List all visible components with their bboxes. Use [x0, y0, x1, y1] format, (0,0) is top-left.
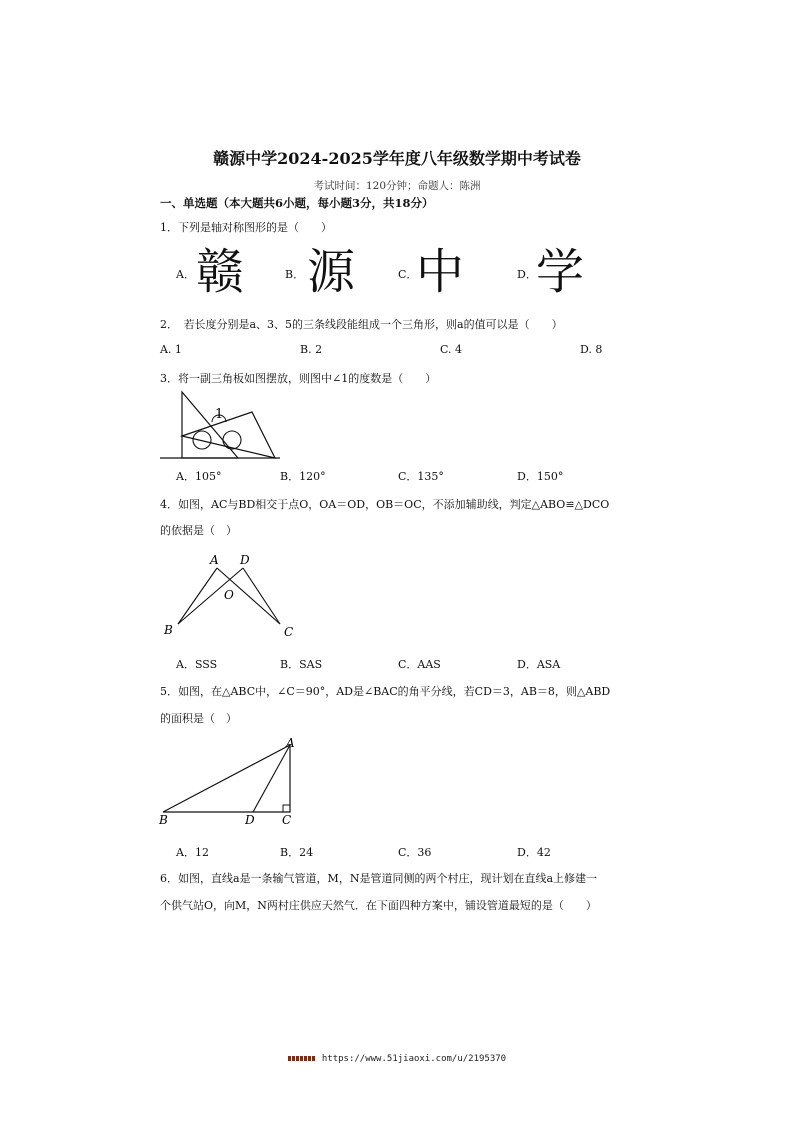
- page-footer: [0, 1054, 794, 1064]
- q5-option-c: C．36: [398, 846, 432, 859]
- q1-option-b-label: B．: [285, 268, 305, 281]
- page-title: 赣源中学2024-2025学年度八年级数学期中考试卷: [213, 149, 581, 168]
- q4-option-d: D．ASA: [517, 658, 561, 671]
- q4-label-a: A: [210, 553, 219, 567]
- q5-figure: [155, 735, 305, 827]
- exam-info: 考试时间：120分钟；命题人：陈洲: [313, 180, 481, 192]
- q1-option-a-label: A．: [176, 268, 195, 281]
- q5-label-b: B: [159, 813, 168, 827]
- q2-option-a: A. 1: [160, 343, 182, 356]
- q5-text-line1: 5．如图，在△ABC中，∠C＝90°，AD是∠BAC的角平分线，若CD＝3，AB＝8，则△ABD: [160, 685, 611, 698]
- q3-option-c: C．135°: [398, 470, 444, 483]
- q3-triangle-figure: [155, 386, 285, 462]
- q1-option-b-char: 源: [307, 244, 356, 300]
- q3-set-square-left: [182, 392, 238, 458]
- site-logo-icon: [288, 1056, 316, 1061]
- q4-text-line2: 的依据是（ ）: [160, 524, 237, 537]
- q4-option-b: B．SAS: [280, 658, 323, 671]
- section-heading: 一、单选题（本大题共6小题，每小题3分，共18分）: [160, 196, 434, 210]
- q1-option-c-char: 中: [416, 244, 465, 300]
- q2-text: 2． 若长度分别是a、3、5的三条线段能组成一个三角形，则a的值可以是（ ）: [160, 318, 563, 331]
- q4-text-line1: 4．如图，AC与BD相交于点O，OA＝OD，OB＝OC，不添加辅助线，判定△ABO≌△DCO: [160, 498, 610, 511]
- q5-option-d: D．42: [517, 846, 551, 859]
- q3-circle-left: [193, 431, 211, 449]
- q3-text: 3．将一副三角板如图摆放，则图中∠1的度数是（ ）: [160, 372, 437, 385]
- footer-url[interactable]: https://www.51jiaoxi.com/u/2195370: [321, 1054, 507, 1064]
- q6-text-line1: 6．如图，直线a是一条输气管道，M，N是管道同侧的两个村庄，现计划在直线a上修建一: [160, 872, 598, 885]
- q5-option-a: A．12: [176, 846, 209, 859]
- q1-option-c-label: C．: [398, 268, 418, 281]
- q5-option-b: B．24: [280, 846, 314, 859]
- q5-text-line2: 的面积是（ ）: [160, 712, 237, 725]
- q1-option-d-char: 学: [536, 244, 585, 300]
- q4-label-o: O: [224, 588, 234, 602]
- q3-option-a: A．105°: [176, 470, 222, 483]
- q4-label-b: B: [164, 623, 173, 637]
- q3-circle-right: [223, 431, 241, 449]
- q2-option-b: B. 2: [300, 343, 323, 356]
- q3-option-d: D．150°: [517, 470, 564, 483]
- q1-option-d-label: D．: [517, 268, 537, 281]
- q1-text: 1．下列是轴对称图形的是（ ）: [160, 221, 332, 234]
- q5-right-angle-mark: [283, 805, 290, 812]
- q3-option-b: B．120°: [280, 470, 326, 483]
- q5-label-c: C: [282, 813, 292, 827]
- q5-label-a: A: [286, 736, 295, 750]
- q3-set-square-right: [182, 412, 275, 458]
- q4-label-d: D: [240, 553, 250, 567]
- q6-text-line2: 个供气站O，向M，N两村庄供应天然气．在下面四种方案中，铺设管道最短的是（ ）: [160, 899, 597, 912]
- q2-option-c: C. 4: [440, 343, 463, 356]
- q2-option-d: D. 8: [580, 343, 603, 356]
- q4-option-c: C．AAS: [398, 658, 441, 671]
- q5-label-d: D: [245, 813, 255, 827]
- q4-option-a: A．SSS: [176, 658, 218, 671]
- q4-label-c: C: [284, 625, 294, 639]
- q4-figure: [160, 548, 300, 644]
- q1-option-a-char: 赣: [196, 244, 245, 300]
- q3-angle-label: 1: [215, 407, 224, 422]
